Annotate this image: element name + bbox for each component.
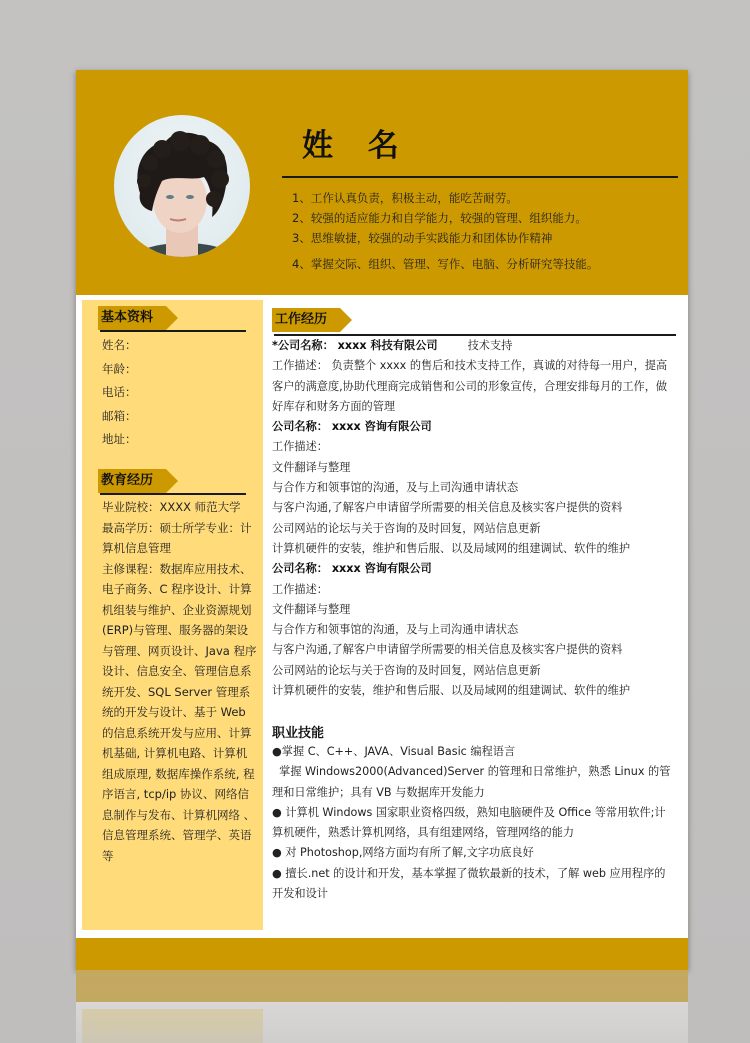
job-duty: 计算机硬件的安装，维护和售后服、以及局域网的组建调试、软件的维护: [272, 684, 631, 698]
job-duty: 公司网站的论坛与关于咨询的及时回复，网站信息更新: [272, 521, 541, 535]
education-details: [102, 497, 258, 866]
section-divider: [100, 330, 246, 332]
portrait-photo: [114, 115, 250, 257]
left-sidebar: [82, 300, 263, 930]
skills-list: [272, 742, 672, 904]
info-field-email: 邮箱：: [102, 408, 137, 423]
section-title: 工作经历: [275, 312, 328, 327]
job-description-label: 工作描述：: [272, 582, 328, 596]
section-title: 教育经历: [101, 473, 154, 488]
work-history: [272, 336, 672, 701]
job-duty: 与客户沟通,了解客户申请留学所需要的相关信息及核实客户提供的资料: [272, 643, 623, 657]
summary-item: 4、掌握交际、组织、管理、写作、电脑、分析研究等技能。: [292, 257, 599, 271]
page-reflection: [76, 970, 688, 1002]
skills-title: 职业技能: [272, 726, 325, 741]
resume-page: [76, 70, 688, 970]
section-tag-education: [98, 469, 179, 493]
basic-info-list: [102, 334, 137, 452]
section-divider: [100, 493, 246, 495]
job-duty: 与客户沟通,了解客户申请留学所需要的相关信息及核实客户提供的资料: [272, 501, 623, 515]
company-name: 公司名称： xxxx 咨询有限公司: [272, 562, 432, 576]
skill-item: ●掌握 C、C++、JAVA、Visual Basic 编程语言: [272, 745, 516, 758]
job-duty: 文件翻译与整理: [272, 602, 351, 616]
job-duty: 计算机硬件的安装，维护和售后服、以及局域网的组建调试、软件的维护: [272, 541, 631, 555]
info-field-name: 姓名：: [102, 338, 137, 352]
info-field-age: 年龄：: [102, 361, 137, 376]
education-courses: 主修课程：数据库应用技术、电子商务、C 程序设计、计算机组装与维护、企业资源规划(ERP)与管理、服务器的架设与管理、网页设计、Java 程序设计、信息安全、管理信息系统开发、SQL Server 管理系统的开发与设计、基于 Web 的信息系统开发与应用、计算机基础, 计算机电路、计算机组成原理, 数据库操作系统, 程序语言, tcp/ip 协议、网络信息制作与发布、计算机网络 、信息管理系统、管理学、英语等: [102, 561, 257, 863]
reflection-sidebar: [82, 1009, 263, 1043]
job-duty: 与合作方和领事馆的沟通，及与上司沟通申请状态: [272, 623, 519, 637]
summary-list: [292, 188, 598, 274]
skill-item: 掌握 Windows2000(Advanced)Server 的管理和日常维护，熟悉 Linux 的管理和日常维护；具有 VB 与数据库开发能力: [272, 765, 671, 799]
info-field-phone: 电话：: [102, 385, 137, 399]
job-header: [272, 336, 672, 356]
skill-item: ● 对 Photoshop,网络方面均有所了解,文字功底良好: [272, 846, 534, 860]
info-field-address: 地址：: [102, 432, 137, 446]
company-name: *公司名称： xxxx 科技有限公司: [272, 339, 438, 352]
summary-item: 1、工作认真负责，积极主动，能吃苦耐劳。: [292, 191, 518, 205]
section-title: 基本资料: [101, 310, 154, 325]
skill-item: ● 擅长.net 的设计和开发，基本掌握了微软最新的技术，了解 web 应用程序的开发和设计: [272, 866, 666, 901]
summary-item: 2、较强的适应能力和自学能力，较强的管理、组织能力。: [292, 211, 587, 225]
job-duty: 公司网站的论坛与关于咨询的及时回复，网站信息更新: [272, 663, 541, 677]
job-description: 工作描述： 负责整个 xxxx 的售后和技术支持工作，真诚的对待每一用户，提高客户的满意度,协助代理商完成销售和公司的形象宣传，合理安排每月的工作，做好库存和财务方面的管理: [272, 359, 668, 413]
candidate-name: 姓 名: [302, 128, 411, 164]
education-degree: 最高学历：硕士所学专业：计算机信息管理: [102, 520, 252, 555]
education-school: 毕业院校：XXXX 师范大学: [102, 500, 241, 514]
skill-item: ● 计算机 Windows 国家职业资格四级，熟知电脑硬件及 Office 等常用软件;计算机硬件，熟悉计算机网络，具有组建网络，管理网络的能力: [272, 805, 666, 840]
job-role: 技术支持: [467, 339, 513, 352]
section-tag-work: [272, 308, 353, 332]
company-name: 公司名称： xxxx 咨询有限公司: [272, 420, 432, 434]
resume-header: [76, 70, 688, 295]
summary-item: 3、思维敏捷，较强的动手实践能力和团体协作精神: [292, 231, 553, 245]
page-reflection-lower: [76, 1002, 688, 1043]
job-description-label: 工作描述：: [272, 440, 328, 454]
section-tag-basic-info: [98, 306, 179, 330]
job-duty: 文件翻译与整理: [272, 460, 351, 474]
header-divider: [282, 176, 678, 178]
job-duty: 与合作方和领事馆的沟通，及与上司沟通申请状态: [272, 481, 519, 495]
footer-band: [76, 938, 688, 970]
